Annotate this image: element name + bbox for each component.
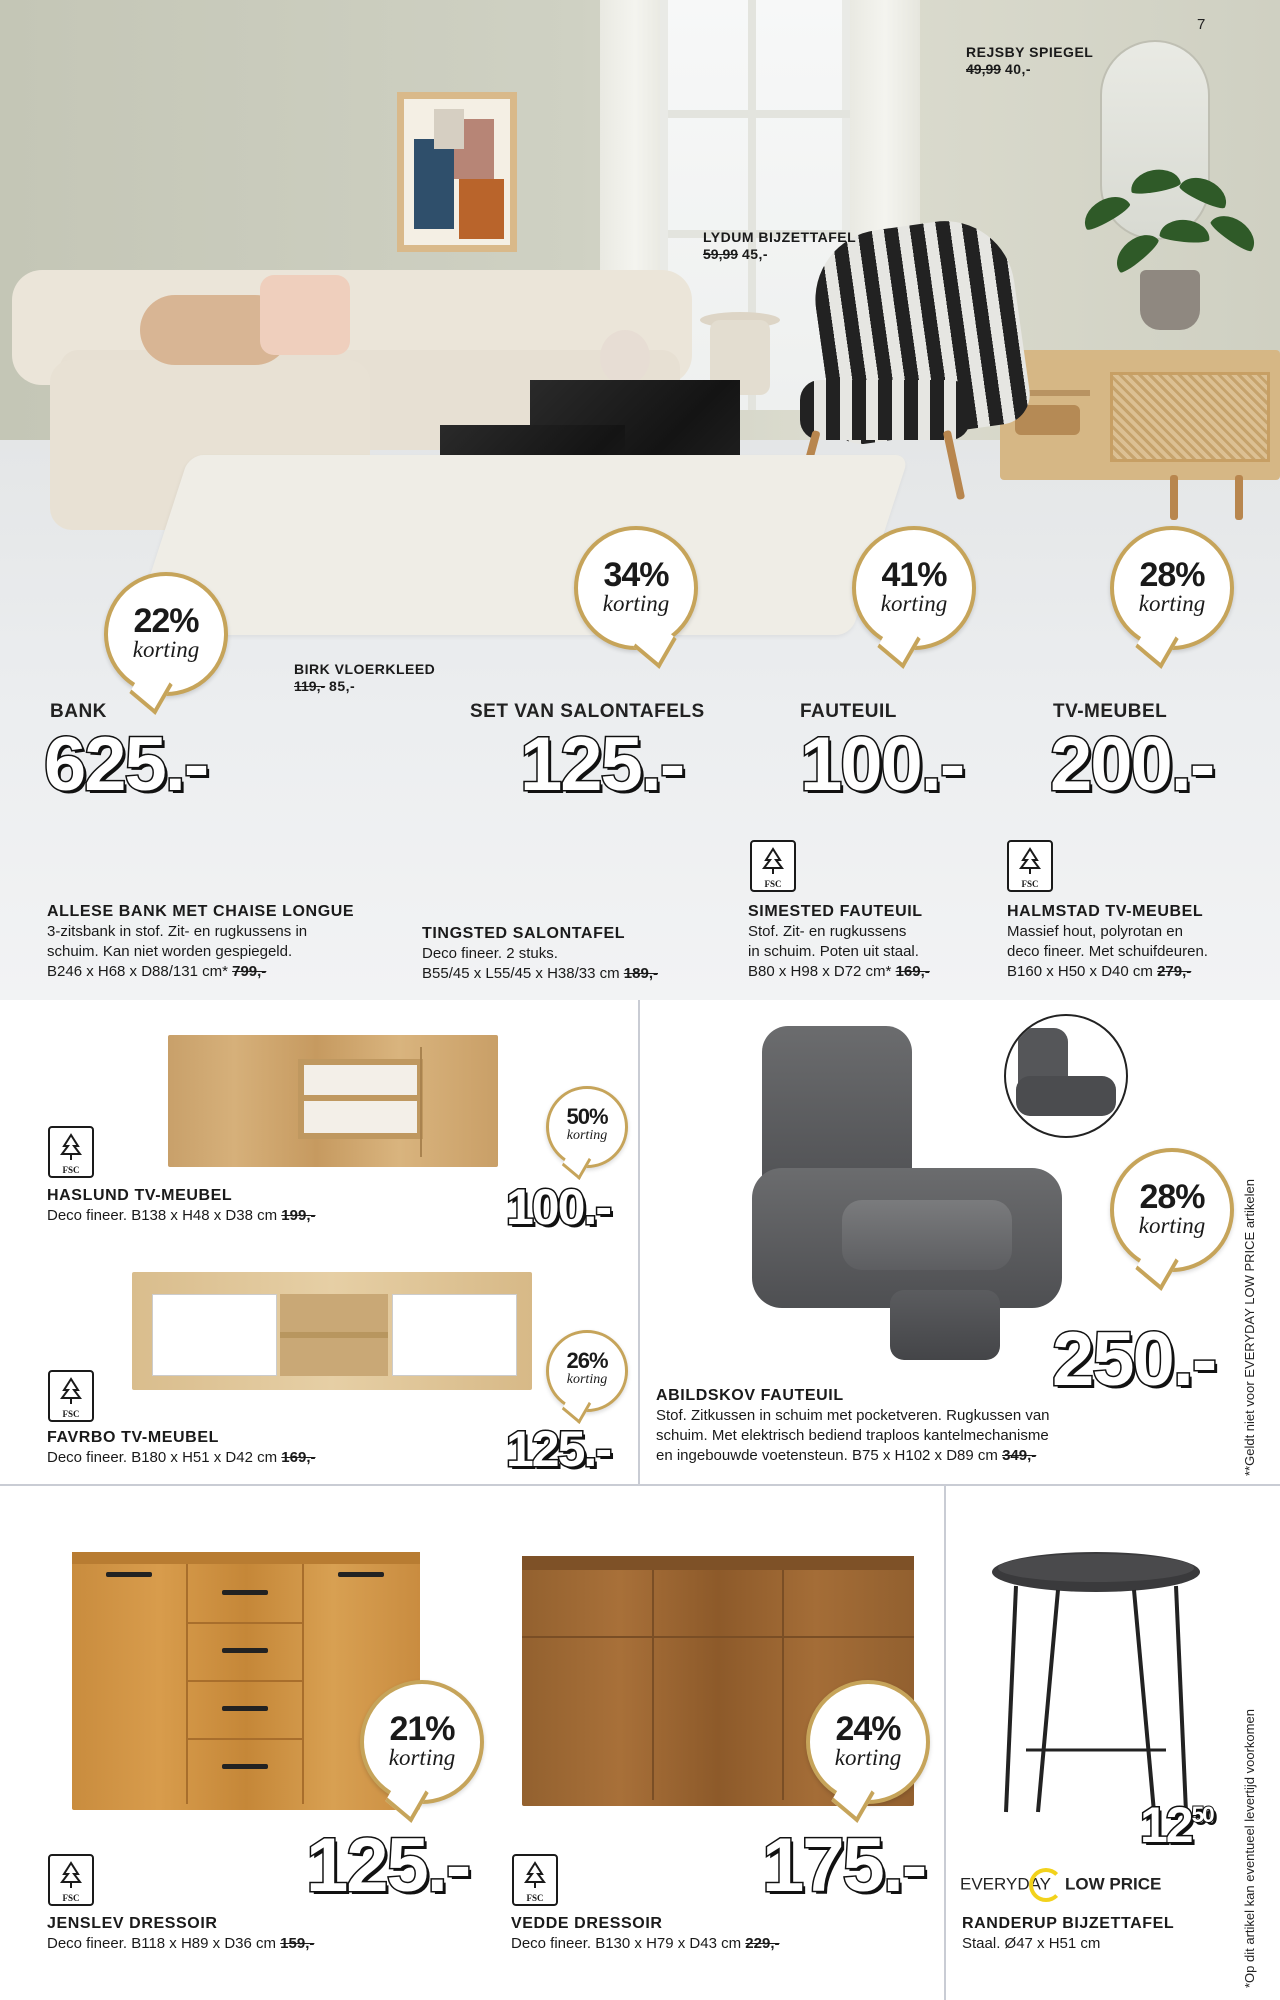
price-randerup: $12^{50}$ — [1140, 1797, 1213, 1853]
fsc-tree-icon — [56, 1376, 86, 1406]
recliner-inset-image — [1004, 1014, 1128, 1138]
fsc-tree-icon — [1015, 846, 1045, 876]
discount-badge-salontafels: 34% korting — [574, 526, 698, 650]
offer-label-tv-meubel: TV-MEUBEL — [1053, 701, 1168, 722]
favrbo-tv-stand-image — [132, 1272, 532, 1390]
discount-badge-tv-meubel: 28% korting — [1110, 526, 1234, 650]
side-note-everyday: **Geldt niet voor EVERYDAY LOW PRICE artikelen — [1242, 1179, 1257, 1476]
side-note-levertijd: *Op dit artikel kan eventueel levertijd voorkomen — [1242, 1709, 1257, 1988]
offer-label-fauteuil: FAUTEUIL — [800, 701, 897, 722]
product-desc-vedde: VEDDE DRESSOIR Deco fineer. B130 x H79 x D43 cm 229,- — [511, 1915, 780, 1952]
offer-price-bank: 625.- — [44, 722, 208, 807]
fsc-tree-icon — [56, 1132, 86, 1162]
fsc-tree-icon — [520, 1860, 550, 1890]
page-number: 7 — [1197, 16, 1206, 33]
price-favrbo: 125.- — [506, 1421, 610, 1477]
product-desc-randerup: RANDERUP BIJZETTAFEL Staal. Ø47 x H51 cm — [962, 1915, 1175, 1952]
haslund-tv-stand-image — [168, 1035, 498, 1167]
lydum-price-tag: LYDUM BIJZETTAFEL 59,99 45,- — [703, 229, 857, 262]
offer-label-salontafels: SET VAN SALONTAFELS — [470, 701, 705, 722]
wall-art — [397, 92, 517, 252]
price-abildskov: 250.- — [1052, 1317, 1216, 1402]
discount-badge-haslund: 50% korting — [546, 1086, 628, 1168]
fsc-logo: FSC — [750, 840, 796, 892]
discount-badge-abildskov: 28% korting — [1110, 1148, 1234, 1272]
product-desc-haslund: HASLUND TV-MEUBEL Deco fineer. B138 x H48 x D38 cm 199,- — [47, 1187, 316, 1224]
product-desc-allese: ALLESE BANK MET CHAISE LONGUE 3-zitsbank in stof. Zit- en rugkussens in schuim. Kan niet worden gespiegeld. B246 x H68 x D88/131 cm* 799,- — [47, 903, 355, 980]
vase — [600, 330, 650, 385]
discount-badge-favrbo: 26% korting — [546, 1330, 628, 1412]
rejsby-price-tag: REJSBY SPIEGEL 49,99 40,- — [966, 44, 1094, 77]
offer-label-bank: BANK — [50, 701, 107, 722]
product-desc-tingsted: TINGSTED SALONTAFEL Deco fineer. 2 stuks. B55/45 x L55/45 x H38/33 cm 189,- — [422, 925, 658, 982]
section-divider — [638, 1000, 640, 1484]
price-haslund: 100.- — [506, 1179, 610, 1235]
price-vedde: 175.- — [762, 1823, 926, 1908]
fsc-logo: FSC — [48, 1854, 94, 1906]
product-desc-simested: SIMESTED FAUTEUIL Stof. Zit- en rugkussens in schuim. Poten uit staal. B80 x H98 x D72 cm* 169,- — [748, 903, 930, 980]
product-desc-jenslev: JENSLEV DRESSOIR Deco fineer. B118 x H89 x D36 cm 159,- — [47, 1915, 315, 1952]
section-divider — [944, 1484, 946, 2000]
everyday-ring-icon — [1029, 1868, 1063, 1902]
birk-rug — [131, 455, 909, 635]
fsc-tree-icon — [56, 1860, 86, 1890]
discount-badge-vedde: 24% korting — [806, 1680, 930, 1804]
product-desc-favrbo: FAVRBO TV-MEUBEL Deco fineer. B180 x H51 x D42 cm 169,- — [47, 1429, 316, 1466]
product-desc-abildskov: ABILDSKOV FAUTEUIL Stof. Zitkussen in schuim met pocketveren. Rugkussen van schuim. Met elektrisch bediend traploos kantelmechanisme en ingebouwde voetensteun. B75 x H102 x D89 cm 349,- — [656, 1387, 1050, 1464]
fsc-logo: FSC — [1007, 840, 1053, 892]
fsc-tree-icon — [758, 846, 788, 876]
fsc-logo: FSC — [48, 1126, 94, 1178]
fsc-logo: FSC — [512, 1854, 558, 1906]
offer-price-tv-meubel: 200.- — [1050, 722, 1214, 807]
plant-pot — [1140, 270, 1200, 330]
everyday-low-price-logo: EVERYDAY LOW PRICE — [960, 1868, 1161, 1902]
offer-price-fauteuil: 100.- — [800, 722, 964, 807]
pillow — [260, 275, 350, 355]
price-jenslev: 125.- — [306, 1823, 470, 1908]
fsc-logo: FSC — [48, 1370, 94, 1422]
randerup-side-table-image — [986, 1550, 1206, 1820]
product-desc-halmstad: HALMSTAD TV-MEUBEL Massief hout, polyrotan en deco fineer. Met schuifdeuren. B160 x H50 x D40 cm 279,- — [1007, 903, 1208, 980]
birk-price-tag: BIRK VLOERKLEED 119,- 85,- — [294, 661, 436, 694]
halmstad-tv-stand — [1000, 350, 1280, 480]
discount-badge-fauteuil: 41% korting — [852, 526, 976, 650]
section-divider — [0, 1484, 1280, 1486]
offer-price-salontafels: 125.- — [520, 722, 684, 807]
discount-badge-jenslev: 21% korting — [360, 1680, 484, 1804]
discount-badge-bank: 22% korting — [104, 572, 228, 696]
